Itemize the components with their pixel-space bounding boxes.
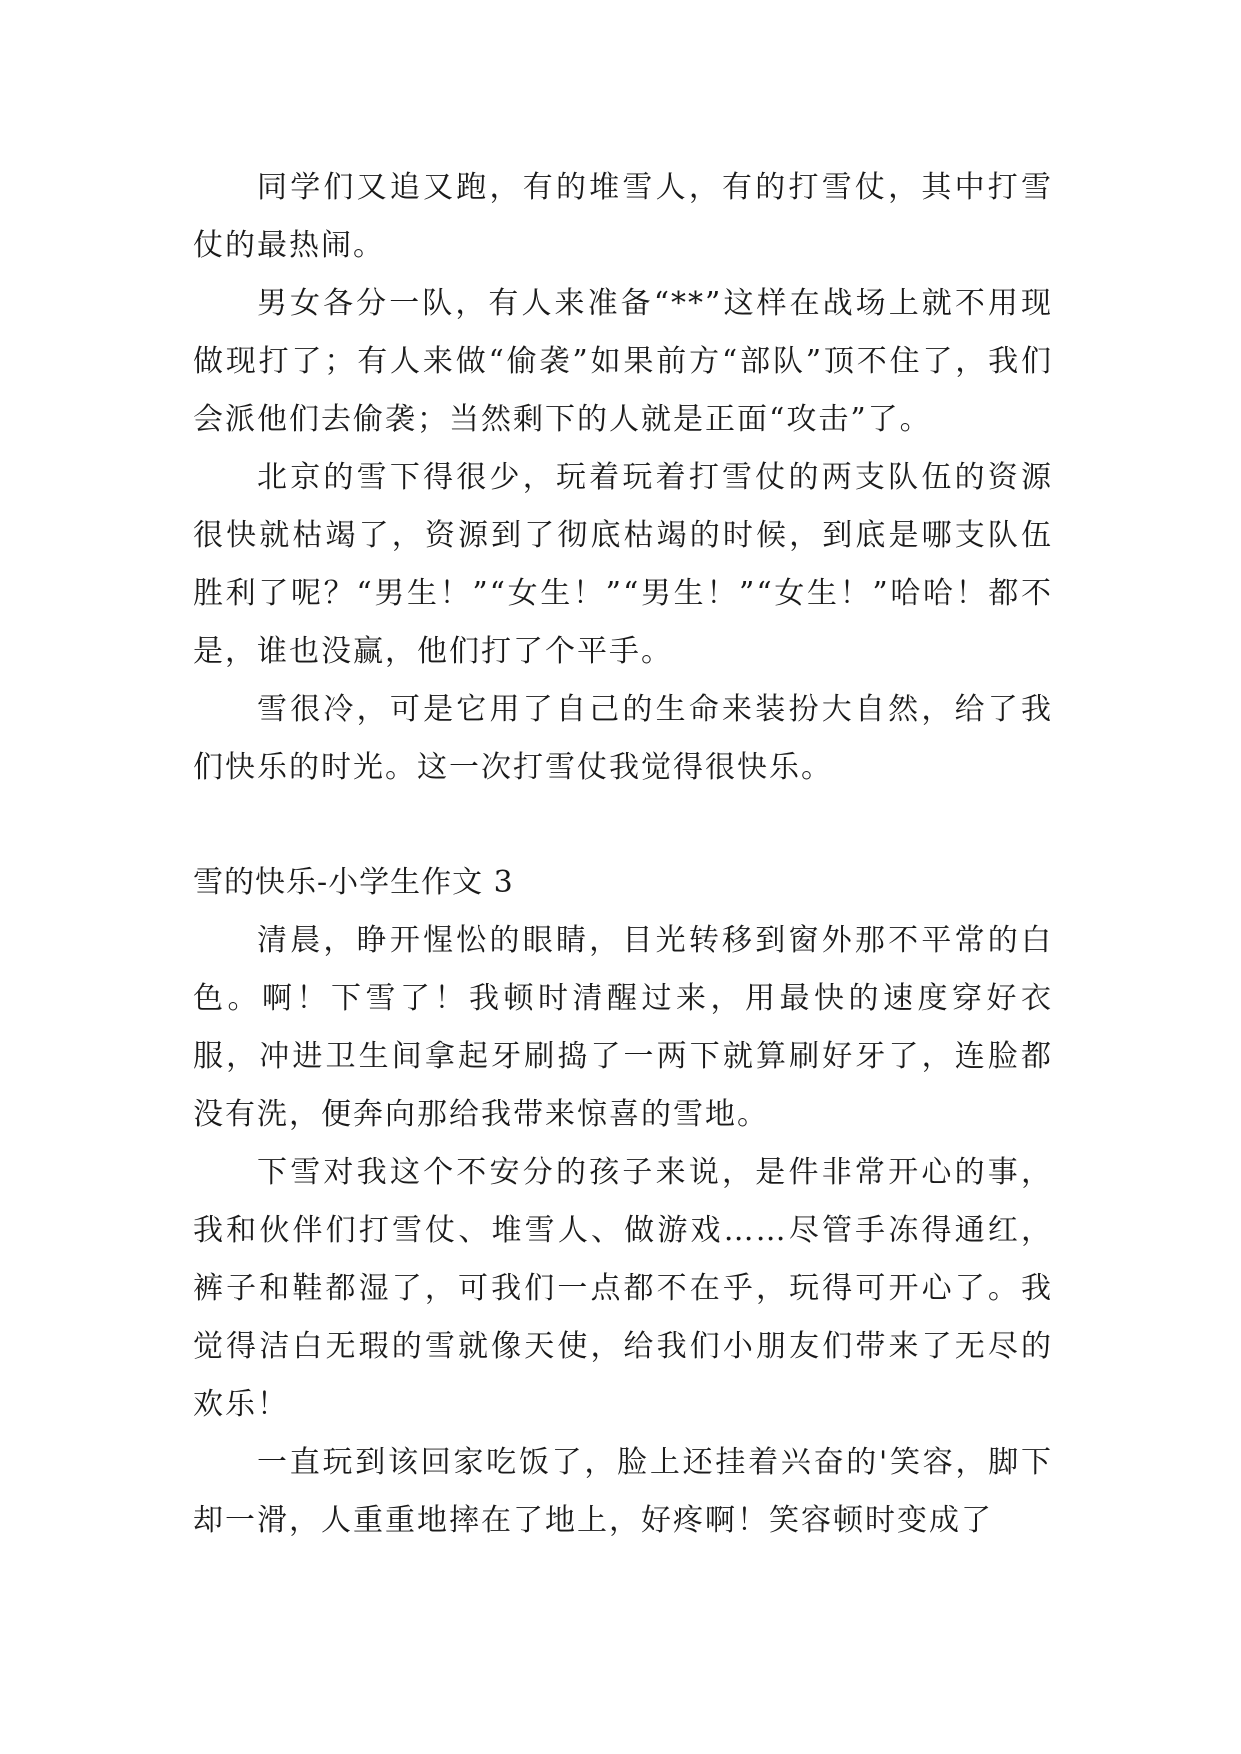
- essay-body: [193, 912, 1053, 1550]
- paragraph: 一直玩到该回家吃饭了，脸上还挂着兴奋的'笑容，脚下却一滑，人重重地摔在了地上，好疼啊！笑容顿时变成了: [193, 1445, 1053, 1538]
- essay-title: 雪的快乐-小学生作文 3: [193, 865, 514, 900]
- paragraph: 雪很冷，可是它用了自己的生命来装扮大自然，给了我们快乐的时光。这一次打雪仗我觉得很快乐。: [193, 692, 1053, 785]
- paragraph: 下雪对我这个不安分的孩子来说，是件非常开心的事，我和伙伴们打雪仗、堆雪人、做游戏……尽管手冻得通红，裤子和鞋都湿了，可我们一点都不在乎，玩得可开心了。我觉得洁白无瑕的雪就像天使，给我们小朋友们带来了无尽的欢乐！: [193, 1155, 1053, 1422]
- paragraph: 清晨，睁开惺忪的眼睛，目光转移到窗外那不平常的白色。啊！下雪了！我顿时清醒过来，用最快的速度穿好衣服，冲进卫生间拿起牙刷捣了一两下就算刷好牙了，连脸都没有洗，便奔向那给我带来惊喜的雪地。: [193, 923, 1053, 1132]
- paragraph: 男女各分一队，有人来准备“**”这样在战场上就不用现做现打了；有人来做“偷袭”如果前方“部队”顶不住了，我们会派他们去偷袭；当然剩下的人就是正面“攻击”了。: [193, 286, 1053, 437]
- paragraph: 同学们又追又跑，有的堆雪人，有的打雪仗，其中打雪仗的最热闹。: [193, 170, 1053, 263]
- previous-essay-body: [193, 159, 1053, 797]
- paragraph: 北京的雪下得很少，玩着玩着打雪仗的两支队伍的资源很快就枯竭了，资源到了彻底枯竭的时候，到底是哪支队伍胜利了呢？“男生！”“女生！”“男生！”“女生！”哈哈！都不是，谁也没赢，他们打了个平手。: [193, 460, 1053, 669]
